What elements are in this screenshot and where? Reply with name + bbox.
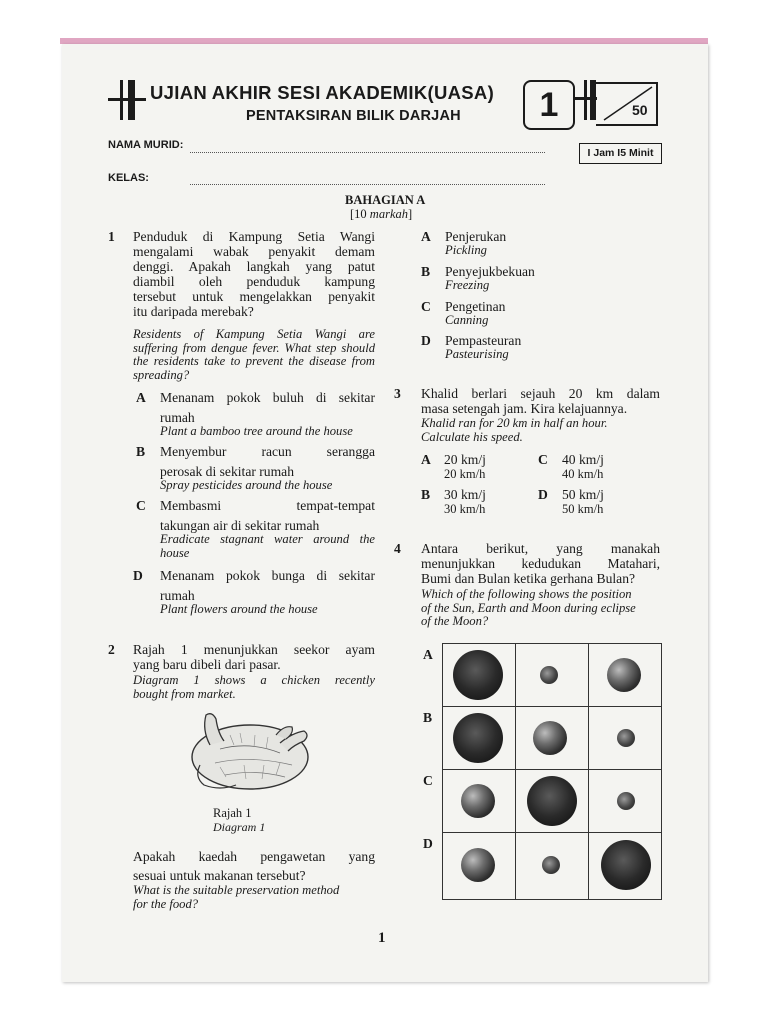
q3-option-b[interactable]: 30 km/j 30 km/h bbox=[444, 487, 486, 516]
duration-box: I Jam I5 Minit bbox=[579, 143, 662, 164]
q4-text-en: Which of the following shows the position of the Sun, Earth and Moon during eclipse of the Moon? bbox=[421, 587, 636, 628]
chicken-illustration bbox=[180, 705, 320, 795]
q4-option-c-letter[interactable]: C bbox=[423, 773, 433, 788]
row-b-sun bbox=[453, 713, 503, 763]
q1-option-a[interactable]: Menanam pokok buluh di sekitar rumah Plant a bamboo tree around the house bbox=[160, 390, 375, 438]
row-d-moon bbox=[542, 856, 560, 874]
grid-line bbox=[588, 644, 589, 899]
row-c-earth bbox=[461, 784, 495, 818]
q4-option-b-letter[interactable]: B bbox=[423, 710, 433, 725]
row-b-moon bbox=[617, 729, 635, 747]
q3-text-ms: Khalid berlari sejauh 20 km dalam masa setengah jam. Kira kelajuannya. bbox=[421, 386, 660, 416]
grid-line bbox=[443, 706, 661, 707]
q4-eclipse-diagram bbox=[442, 643, 662, 900]
q2-text-en: Diagram 1 shows a chicken recently bought from market. bbox=[133, 673, 375, 701]
q2-option-d-letter[interactable]: D bbox=[421, 333, 431, 348]
q1-option-d-letter[interactable]: D bbox=[133, 568, 143, 583]
name-label: NAMA MURID: bbox=[108, 139, 184, 151]
q2-option-a[interactable]: Penjerukan Pickling bbox=[445, 229, 507, 257]
paper-number-box: 1 bbox=[523, 80, 575, 130]
q2-option-c-letter[interactable]: C bbox=[421, 299, 431, 314]
q2-option-b-letter[interactable]: B bbox=[421, 264, 431, 279]
page-number: 1 bbox=[378, 930, 386, 946]
q1-option-d[interactable]: Menanam pokok bunga di sekitar rumah Plant flowers around the house bbox=[160, 568, 375, 616]
q2-question-ms: Apakah kaedah pengawetan yang sesuai untuk makanan tersebut? bbox=[133, 849, 375, 883]
q1-number: 1 bbox=[108, 229, 115, 244]
q1-option-a-letter[interactable]: A bbox=[136, 390, 146, 405]
grid-line bbox=[515, 644, 516, 899]
header-bar-left-v2 bbox=[128, 80, 135, 120]
row-c-sun bbox=[527, 776, 577, 826]
row-d-earth bbox=[461, 848, 495, 882]
grid-line bbox=[443, 769, 661, 770]
class-field[interactable] bbox=[190, 184, 545, 185]
q2-number: 2 bbox=[108, 642, 115, 657]
q2-option-d[interactable]: Pempasteuran Pasteurising bbox=[445, 333, 522, 361]
q1-text-ms: Penduduk di Kampung Setia Wangi mengalami wabak penyakit demam denggi. Apakah langkah yang patut diambil oleh penduduk kampung tersebut untuk mengelakkan penyakit itu daripada merebak? bbox=[133, 229, 375, 319]
q3-number: 3 bbox=[394, 386, 401, 401]
q3-option-c-letter[interactable]: C bbox=[538, 452, 548, 467]
q1-option-b-letter[interactable]: B bbox=[136, 444, 146, 459]
row-b-earth bbox=[533, 721, 567, 755]
q1-option-c[interactable]: Membasmi tempat-tempat takungan air di sekitar rumah Eradicate stagnant water around the house bbox=[160, 498, 375, 560]
grid-line bbox=[443, 832, 661, 833]
class-label: KELAS: bbox=[108, 172, 149, 184]
q2-option-b[interactable]: Penyejukbekuan Freezing bbox=[445, 264, 535, 292]
row-d-sun bbox=[601, 840, 651, 890]
exam-title: UJIAN AKHIR SESI AKADEMIK(UASA) bbox=[150, 82, 495, 103]
row-c-moon bbox=[617, 792, 635, 810]
total-marks: 50 bbox=[632, 102, 648, 118]
q2-question-en: What is the suitable preservation method for the food? bbox=[133, 883, 340, 911]
q3-option-a[interactable]: 20 km/j 20 km/h bbox=[444, 452, 486, 481]
q3-option-d[interactable]: 50 km/j 50 km/h bbox=[562, 487, 604, 516]
q3-option-c[interactable]: 40 km/j 40 km/h bbox=[562, 452, 604, 481]
q3-option-b-letter[interactable]: B bbox=[421, 487, 431, 502]
q4-option-d-letter[interactable]: D bbox=[423, 836, 433, 851]
q2-caption-ms: Rajah 1 bbox=[213, 806, 252, 820]
header-bar-left bbox=[108, 98, 146, 101]
exam-subtitle: PENTAKSIRAN BILIK DARJAH bbox=[246, 108, 461, 124]
section-marks: [10 markah] bbox=[350, 207, 413, 221]
q1-option-c-letter[interactable]: C bbox=[136, 498, 146, 513]
q3-text-en: Khalid ran for 20 km in half an hour. Calculate his speed. bbox=[421, 416, 608, 444]
q2-caption-en: Diagram 1 bbox=[213, 820, 266, 834]
section-title: BAHAGIAN A bbox=[345, 193, 426, 207]
header-bar-right-v1 bbox=[584, 80, 587, 120]
q4-text-ms: Antara berikut, yang manakah menunjukkan kedudukan Matahari, Bumi dan Bulan ketika gerhana Bulan? bbox=[421, 541, 660, 586]
q4-option-a-letter[interactable]: A bbox=[423, 647, 433, 662]
q1-text-en: Residents of Kampung Setia Wangi are suffering from dengue fever. What step should the residents take to prevent the disease from spreading? bbox=[133, 327, 375, 382]
q4-number: 4 bbox=[394, 541, 401, 556]
row-a-sun bbox=[453, 650, 503, 700]
q1-option-b[interactable]: Menyembur racun serangga perosak di sekitar rumah Spray pesticides around the house bbox=[160, 444, 375, 492]
q2-option-c[interactable]: Pengetinan Canning bbox=[445, 299, 506, 327]
q3-option-d-letter[interactable]: D bbox=[538, 487, 548, 502]
name-field[interactable] bbox=[190, 152, 545, 153]
row-a-earth bbox=[607, 658, 641, 692]
header-bar-left-v1 bbox=[120, 80, 123, 120]
marks-box bbox=[596, 82, 658, 126]
q3-option-a-letter[interactable]: A bbox=[421, 452, 431, 467]
q2-text-ms: Rajah 1 menunjukkan seekor ayam yang baru dibeli dari pasar. bbox=[133, 642, 375, 672]
q2-option-a-letter[interactable]: A bbox=[421, 229, 431, 244]
row-a-moon bbox=[540, 666, 558, 684]
